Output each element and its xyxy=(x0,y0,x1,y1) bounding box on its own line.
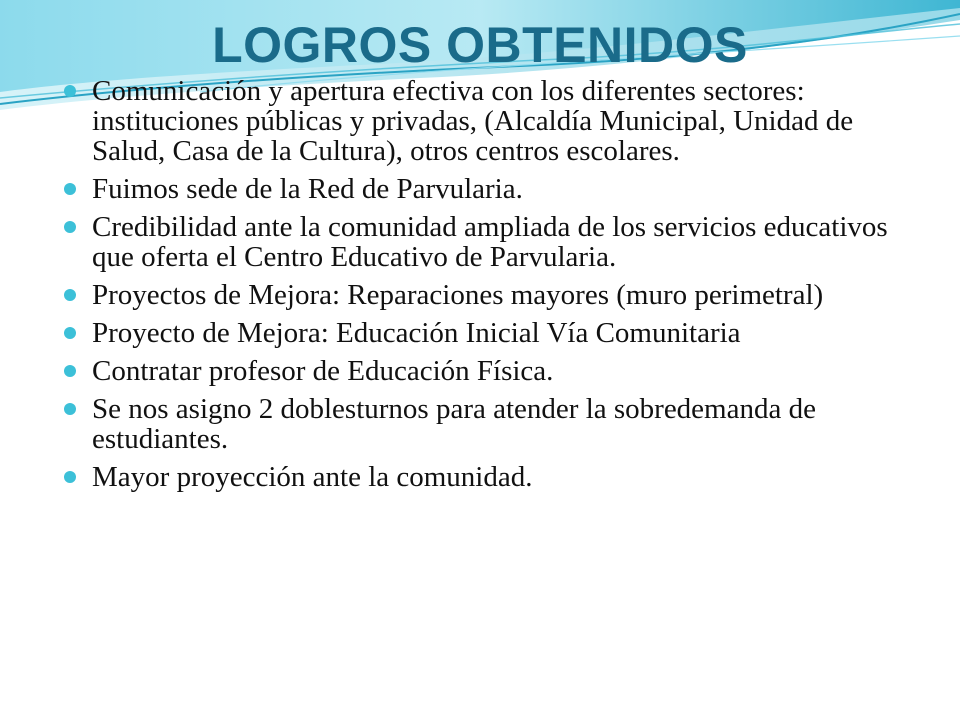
bullet-dot-icon xyxy=(64,403,76,415)
bullet-item xyxy=(64,356,924,386)
bullet-item xyxy=(64,76,924,166)
bullet-text: Credibilidad ante la comunidad ampliada de los servicios educativos que oferta el Centro Educativo de Parvularia. xyxy=(92,211,888,273)
bullet-text: Se nos asigno 2 doblesturnos para atender la sobredemanda de estudiantes. xyxy=(92,393,816,455)
bullet-text: Fuimos sede de la Red de Parvularia. xyxy=(92,173,523,205)
bullet-text: Proyecto de Mejora: Educación Inicial Vía Comunitaria xyxy=(92,317,741,349)
bullet-text: Comunicación y apertura efectiva con los diferentes sectores: instituciones públicas y privadas, (Alcaldía Municipal, Unidad de Salud, Casa de la Cultura), otros centros escolares. xyxy=(92,75,854,167)
bullet-dot-icon xyxy=(64,221,76,233)
bullet-item xyxy=(64,174,924,204)
bullet-text: Proyectos de Mejora: Reparaciones mayores (muro perimetral) xyxy=(92,279,824,311)
bullet-list xyxy=(64,76,924,500)
bullet-dot-icon xyxy=(64,289,76,301)
bullet-item xyxy=(64,394,924,454)
bullet-item xyxy=(64,462,924,492)
bullet-dot-icon xyxy=(64,365,76,377)
bullet-item xyxy=(64,318,924,348)
bullet-text: Contratar profesor de Educación Física. xyxy=(92,355,554,387)
bullet-dot-icon xyxy=(64,327,76,339)
bullet-text: Mayor proyección ante la comunidad. xyxy=(92,461,533,493)
bullet-item xyxy=(64,212,924,272)
bullet-dot-icon xyxy=(64,471,76,483)
slide-title: LOGROS OBTENIDOS xyxy=(212,17,748,73)
bullet-dot-icon xyxy=(64,85,76,97)
bullet-item xyxy=(64,280,924,310)
bullet-dot-icon xyxy=(64,183,76,195)
